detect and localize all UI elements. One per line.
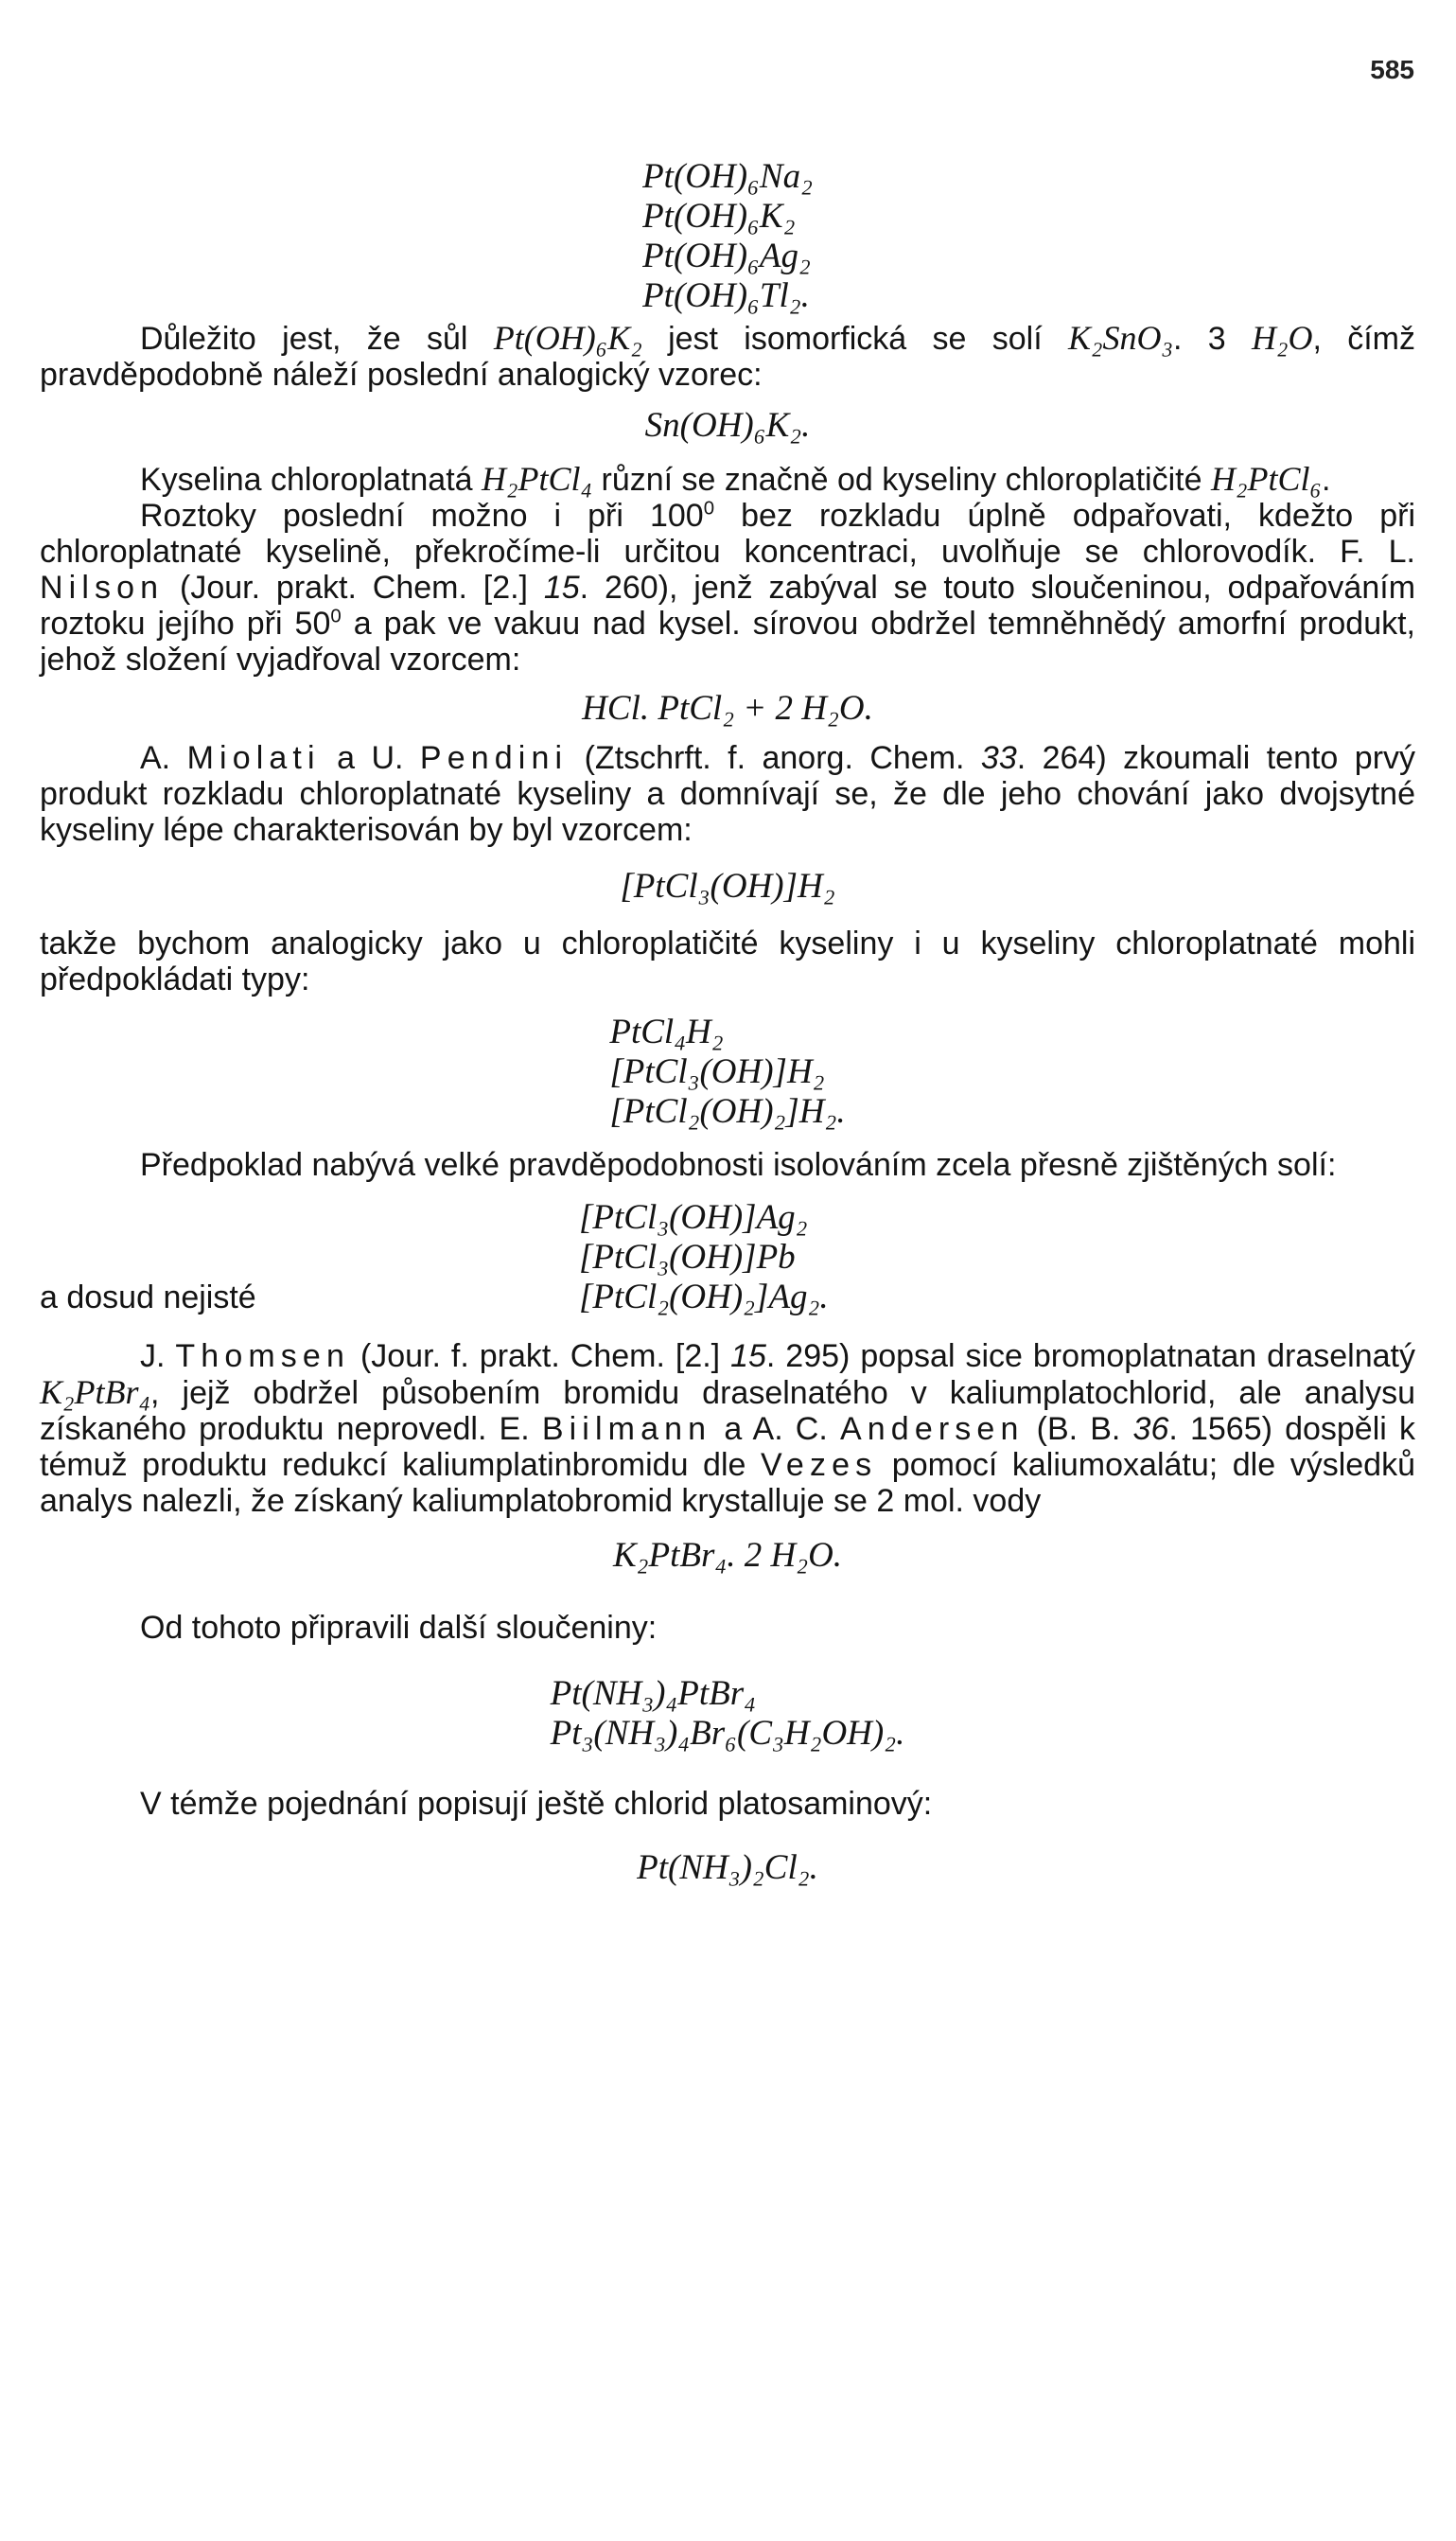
formula-block-types xyxy=(40,1013,1415,1132)
formula-hcl-ptcl2: HCl. PtCl₂ + 2 H₂O. xyxy=(582,689,873,728)
formula: Pt(OH)₆Na₂ xyxy=(642,157,813,196)
formula-k2ptbr4: K₂PtBr₄. 2 H₂O. xyxy=(612,1536,843,1575)
formula: Pt(OH)₆Tl₂. xyxy=(642,276,810,315)
formula: K₂SnO₃ xyxy=(1067,319,1173,357)
formula: Pt(OH)₆K₂ xyxy=(493,319,642,357)
author-name: Miolati xyxy=(186,740,321,776)
formula: Pt(OH)₆Ag₂ xyxy=(642,237,811,275)
formula: H₂PtCl₆ xyxy=(1210,460,1322,498)
formula-tin: Sn(OH)₆K₂. xyxy=(644,406,811,445)
paragraph-compounds: Od tohoto připravili další sloučeniny: xyxy=(140,1610,658,1646)
paragraph-evaporation: Roztoky poslední možno i při $100^0$ bez rozkladu úplně odpařovati, kdežto při chloroplatnaté kyselině, překročíme-li určitou koncentraci, uvolňuje se chlorovodík. F. L. Nilson (Jour. prakt. Chem. [2.] 15. 260), jenž zabýval se touto sloučeninou, odpařováním roztoku jejího při $50^0$ a pak ve vakuu nad kysel. sírovou obdržel temněhnědý amorfní produkt, jehož složení vyjadřoval vzorcem: xyxy=(40,498,1416,678)
formula-ptcl3oh: [PtCl₃(OH)]H₂ xyxy=(620,867,835,906)
formula: [PtCl₃(OH)]H₂ xyxy=(609,1052,825,1091)
author-name: Biilmann xyxy=(541,1411,712,1447)
formula-block-hydroxoplatinates xyxy=(40,157,1415,316)
paragraph-types: takže bychom analogicky jako u chloroplatičité kyseliny i u kyseliny chloroplatnaté mohli předpokládati typy: xyxy=(40,926,1415,997)
formula-block-salts xyxy=(40,1198,1415,1317)
formula: [PtCl₂(OH)₂]H₂. xyxy=(609,1092,846,1131)
paragraph-miolati-pendini: A. Miolati a U. Pendini (Ztschrft. f. anorg. Chem. 33. 264) zkoumali tento prvý produkt rozkladu chloroplatnaté kyseliny a domnívají se, že dle jeho chování jako dvojsytné kyseliny lépe charakterisován by byl vzorcem: xyxy=(40,740,1416,848)
page-body xyxy=(40,157,1415,1888)
formula: Pt(NH₃)₄PtBr₄ xyxy=(550,1674,757,1713)
paragraph-salts: Předpoklad nabývá velké pravděpodobnosti isolováním zcela přesně zjištěných solí: xyxy=(140,1147,1337,1183)
formula: H₂O xyxy=(1251,319,1313,357)
author-name: Nilson xyxy=(40,570,165,606)
formula: [PtCl₃(OH)]Pb xyxy=(579,1238,796,1277)
formula: [PtCl₃(OH)]Ag₂ xyxy=(579,1198,808,1237)
paragraph-chloroplatinous-acid: Kyselina chloroplatnatá H₂PtCl₄ různí se značně od kyseliny chloroplatičité H₂PtCl₆. xyxy=(140,460,1331,498)
formula-platosamine-chloride: Pt(NH₃)₂Cl₂. xyxy=(637,1848,818,1887)
formula-block-ammine xyxy=(40,1674,1415,1754)
formula: Pt₃(NH₃)₄Br₆(C₃H₂OH)₂. xyxy=(550,1714,905,1753)
formula: [PtCl₂(OH)₂]Ag₂. xyxy=(579,1278,829,1316)
label-uncertain: a dosud nejisté xyxy=(40,1279,256,1315)
paragraph-thomsen: J. Thomsen (Jour. f. prakt. Chem. [2.] 15. 295) popsal sice bromoplatnatan draselnatý K₂PtBr₄, jejž obdržel působením bromidu draselnatého v kaliumplatochlorid, ale analysu získaného produktu neprovedl. E. Biilmann a A. C. Andersen (B. B. 36. 1565) dospěli k témuž produktu redukcí kaliumplatinbromidu dle Vezes pomocí kaliumoxalátu; dle výsledků analys nalezli, že získaný kaliumplatobromid krystalluje se 2 mol. vody xyxy=(40,1338,1415,1519)
formula: K₂PtBr₄ xyxy=(40,1373,151,1411)
formula: Pt(OH)₆K₂ xyxy=(642,197,796,236)
paragraph-isomorphism: Důležito jest, že sůl Pt(OH)₆K₂ jest isomorfická se solí K₂SnO₃. 3 H₂O, čímž pravděpodobně náleží poslední analogický vzorec: xyxy=(40,319,1415,393)
formula: H₂PtCl₄ xyxy=(482,460,593,498)
author-name: Vezes xyxy=(761,1447,878,1483)
author-name: Thomsen xyxy=(175,1338,350,1374)
page-number: 585 xyxy=(1370,55,1414,84)
formula: PtCl₄H₂ xyxy=(609,1013,724,1051)
author-name: Andersen xyxy=(839,1411,1025,1447)
author-name: Pendini xyxy=(419,740,569,776)
paragraph-chloride: V témže pojednání popisují ještě chlorid platosaminový: xyxy=(140,1786,933,1822)
